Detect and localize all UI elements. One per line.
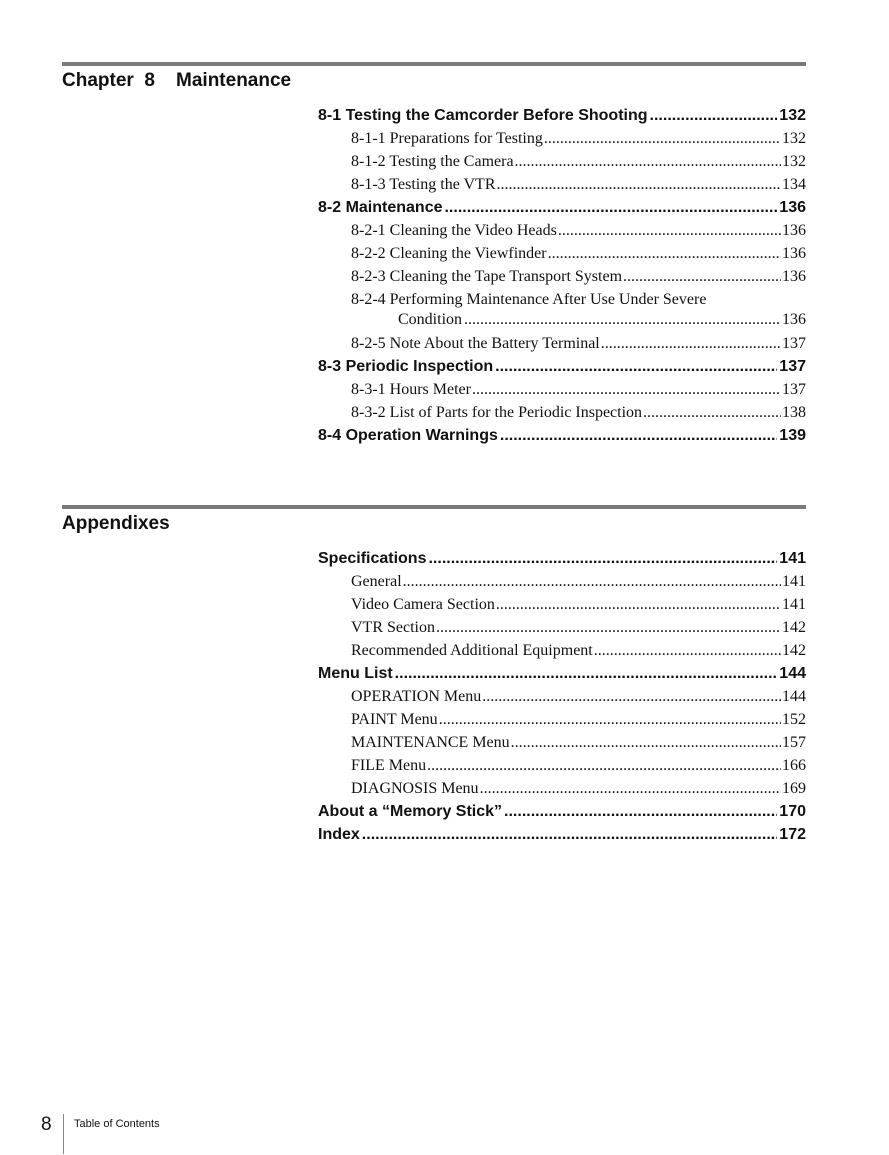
dot-leader: [444, 198, 777, 218]
toc-page-number: 138: [782, 404, 806, 421]
toc-entry-text: 8-2-2 Cleaning the Viewfinder: [351, 245, 547, 262]
toc-page-number: 137: [779, 358, 806, 375]
toc-subentry[interactable]: [318, 779, 806, 802]
dot-leader: [515, 152, 781, 172]
toc-page-number: 157: [782, 734, 806, 751]
dot-leader: [548, 244, 781, 264]
toc-entry-text: Menu List: [318, 665, 393, 682]
toc-entry-text: 8-2 Maintenance: [318, 199, 443, 216]
toc-entry-text: 8-2-5 Note About the Battery Terminal: [351, 335, 600, 352]
toc-subentry[interactable]: [318, 403, 806, 426]
dot-leader: [623, 267, 781, 287]
toc-entry-text: Video Camera Section: [351, 596, 495, 613]
toc-entry-text: 8-1-1 Preparations for Testing: [351, 130, 543, 147]
toc-entry-text: 8-1-3 Testing the VTR: [351, 176, 496, 193]
toc-entry-text: About a “Memory Stick”: [318, 803, 503, 820]
appendixes-rule: [62, 505, 806, 509]
toc-entry-wrapped[interactable]: [318, 290, 806, 334]
dot-leader: [594, 641, 781, 661]
dot-leader: [500, 426, 777, 446]
toc-heading-entry[interactable]: [318, 426, 806, 449]
dot-leader: [544, 129, 781, 149]
toc-subentry[interactable]: [318, 733, 806, 756]
page-footer: [41, 1114, 160, 1154]
toc-entry-text: VTR Section: [351, 619, 435, 636]
toc-subentry[interactable]: [318, 756, 806, 779]
dot-leader: [497, 175, 782, 195]
toc-page-number: 136: [779, 199, 806, 216]
toc-entry-continuation: Condition: [398, 311, 463, 328]
toc-subentry[interactable]: [318, 572, 806, 595]
toc-page-number: 172: [779, 826, 806, 843]
page-number: 8: [41, 1114, 52, 1135]
toc-page-number: 144: [782, 688, 806, 705]
dot-leader: [395, 664, 778, 684]
toc-page-number: 141: [782, 573, 806, 590]
toc-page-number: 136: [782, 222, 806, 239]
toc-entry-text: FILE Menu: [351, 757, 427, 774]
toc-entry-text: 8-2-4 Performing Maintenance After Use Under Severe: [351, 291, 707, 308]
toc-subentry[interactable]: [318, 267, 806, 290]
dot-leader: [495, 357, 777, 377]
toc-subentry[interactable]: [318, 175, 806, 198]
toc-heading-entry[interactable]: [318, 198, 806, 221]
dot-leader: [362, 825, 778, 845]
dot-leader: [601, 334, 781, 354]
toc-page-number: 141: [779, 550, 806, 567]
toc-page-number: 136: [782, 245, 806, 262]
dot-leader: [464, 310, 780, 330]
toc-subentry[interactable]: [318, 380, 806, 403]
toc-subentry[interactable]: [318, 687, 806, 710]
toc-page-number: 170: [779, 803, 806, 820]
toc-subentry[interactable]: [318, 334, 806, 357]
toc-entry-text: 8-1-2 Testing the Camera: [351, 153, 514, 170]
dot-leader: [472, 380, 781, 400]
toc-entry-text: Specifications: [318, 550, 427, 567]
toc-heading-entry[interactable]: [318, 106, 806, 129]
footer-divider: [63, 1114, 64, 1154]
toc-entry-text: 8-3 Periodic Inspection: [318, 358, 494, 375]
toc-entry-text: 8-1 Testing the Camcorder Before Shooting: [318, 107, 648, 124]
toc-entry-text: Recommended Additional Equipment: [351, 642, 593, 659]
toc-subentry[interactable]: [318, 618, 806, 641]
toc-heading-entry[interactable]: [318, 802, 806, 825]
toc-subentry[interactable]: [318, 595, 806, 618]
dot-leader: [403, 572, 781, 592]
toc-page-number: 134: [782, 176, 806, 193]
toc-page-number: 136: [782, 311, 806, 328]
toc-heading-entry[interactable]: [318, 825, 806, 848]
toc-entry-text: 8-2-3 Cleaning the Tape Transport System: [351, 268, 623, 285]
dot-leader: [650, 106, 778, 126]
toc-page-number: 137: [782, 381, 806, 398]
toc-heading-entry[interactable]: [318, 357, 806, 380]
dot-leader: [480, 779, 781, 799]
dot-leader: [428, 549, 777, 569]
appendixes-title: Appendixes: [62, 513, 170, 534]
chapter-rule: [62, 62, 806, 66]
toc-entry-text: 8-3-1 Hours Meter: [351, 381, 471, 398]
toc-entry-text: DIAGNOSIS Menu: [351, 780, 479, 797]
toc-subentry[interactable]: [318, 152, 806, 175]
dot-leader: [496, 595, 781, 615]
toc-page-number: 139: [779, 427, 806, 444]
toc-page-number: 144: [779, 665, 806, 682]
dot-leader: [439, 710, 781, 730]
toc-page-number: 169: [782, 780, 806, 797]
appendixes-toc: [318, 549, 806, 848]
dot-leader: [427, 756, 781, 776]
toc-heading-entry[interactable]: [318, 664, 806, 687]
dot-leader: [436, 618, 781, 638]
toc-subentry[interactable]: [318, 221, 806, 244]
chapter-section: [62, 62, 806, 92]
toc-page-number: 141: [782, 596, 806, 613]
toc-page-number: 132: [779, 107, 806, 124]
toc-page-number: 137: [782, 335, 806, 352]
dot-leader: [643, 403, 781, 423]
toc-page-number: 142: [782, 642, 806, 659]
toc-entry-text: PAINT Menu: [351, 711, 438, 728]
chapter-toc: [318, 106, 806, 449]
chapter-title: Chapter 8 Maintenance: [62, 70, 292, 91]
toc-page-number: 136: [782, 268, 806, 285]
toc-page-number: 132: [782, 153, 806, 170]
toc-entry-text: 8-4 Operation Warnings: [318, 427, 498, 444]
appendixes-section: [62, 505, 806, 535]
toc-entry-text: 8-3-2 List of Parts for the Periodic Inspection: [351, 404, 643, 421]
dot-leader: [511, 733, 781, 753]
toc-entry-text: Index: [318, 826, 360, 843]
toc-page-number: 152: [782, 711, 806, 728]
toc-entry-text: MAINTENANCE Menu: [351, 734, 510, 751]
toc-page-number: 166: [782, 757, 806, 774]
toc-subentry[interactable]: [318, 710, 806, 733]
footer-label: Table of Contents: [74, 1118, 160, 1130]
toc-entry-text: General: [351, 573, 402, 590]
dot-leader: [558, 221, 781, 241]
toc-page-number: 132: [782, 130, 806, 147]
dot-leader: [482, 687, 781, 707]
toc-heading-entry[interactable]: [318, 549, 806, 572]
toc-page-number: 142: [782, 619, 806, 636]
toc-subentry[interactable]: [318, 244, 806, 267]
toc-entry-text: 8-2-1 Cleaning the Video Heads: [351, 222, 557, 239]
toc-entry-text: OPERATION Menu: [351, 688, 482, 705]
toc-subentry[interactable]: [318, 641, 806, 664]
toc-subentry[interactable]: [318, 129, 806, 152]
dot-leader: [504, 802, 777, 822]
